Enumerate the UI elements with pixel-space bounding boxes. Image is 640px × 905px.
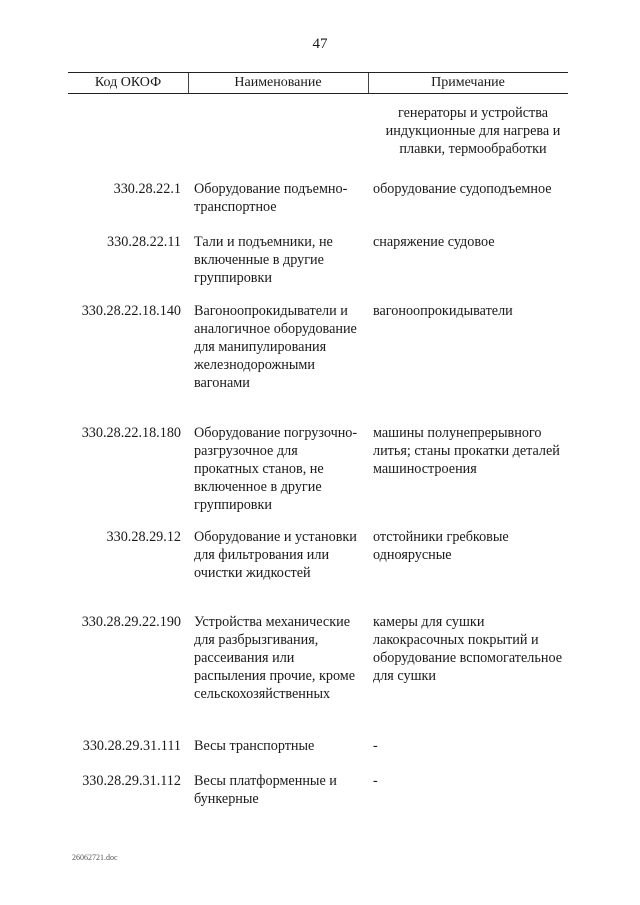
row-name: Тали и подъемники, не включенные в другие группировки [194, 234, 333, 286]
page-number: 47 [312, 36, 328, 52]
row-name: Оборудование подъемно-транспортное [194, 181, 348, 215]
header-name: Наименование [234, 75, 322, 90]
row-code: 330.28.22.18.180 [81, 425, 181, 441]
row-name: Весы транспортные [194, 738, 315, 754]
row-name: Устройства механические для разбрызгивания, рассеивания или распыления прочие, кроме сельскохозяйственных [194, 614, 356, 702]
row-code: 330.28.29.31.111 [82, 738, 181, 754]
row-note: снаряжение судовое [373, 234, 495, 250]
row-note: камеры для сушки лакокрасочных покрытий и оборудование вспомогательное для сушки [373, 614, 563, 684]
row-code: 330.28.29.31.112 [82, 773, 181, 789]
header-divider [188, 73, 189, 93]
header-divider [368, 73, 369, 93]
row-note: генераторы и устройства индукционные для нагрева и плавки, термообработки [385, 105, 561, 157]
row-name: Весы платформенные и бункерные [194, 773, 337, 807]
row-note: - [373, 773, 378, 789]
document-filename: 26062721.doc [72, 853, 118, 862]
row-code: 330.28.22.18.140 [81, 303, 181, 319]
row-note: машины полунепрерывного литья; станы прокатки деталей машиностроения [373, 425, 560, 477]
row-note: оборудование судоподъемное [373, 181, 552, 197]
row-note: отстойники гребковые одноярусные [373, 529, 509, 563]
row-name: Вагоноопрокидыватели и аналогичное оборудование для манипулирования железнодорожными вагонами [194, 303, 357, 391]
okof-table [68, 72, 568, 807]
header-note: Примечание [431, 75, 505, 90]
row-name: Оборудование погрузочно-разгрузочное для прокатных станов, не включенное в другие группировки [194, 425, 358, 513]
row-code: 330.28.22.1 [113, 181, 181, 197]
row-name: Оборудование и установки для фильтрования или очистки жидкостей [194, 529, 357, 581]
row-note: - [373, 738, 378, 754]
header-code: Код ОКОФ [94, 75, 162, 90]
row-code: 330.28.22.11 [107, 234, 181, 250]
row-code: 330.28.29.12 [106, 529, 181, 545]
row-code: 330.28.29.22.190 [81, 614, 181, 630]
table-header [68, 72, 568, 94]
row-note: вагоноопрокидыватели [373, 303, 513, 319]
